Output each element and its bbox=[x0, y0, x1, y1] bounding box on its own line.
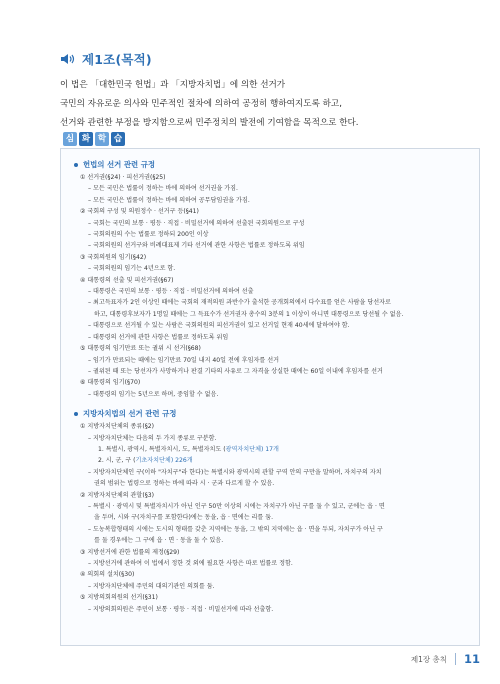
article-line-3: 선거와 관련한 부정을 방지함으로써 민주정치의 발전에 기여함을 목적으로 한다. bbox=[60, 118, 359, 128]
list-item: 권의 범위는 법령으로 정하는 바에 따라 시 · 군과 다르게 할 수 있음. bbox=[94, 480, 275, 488]
label-char: 학 bbox=[95, 132, 109, 146]
list-item: ④ 의회의 설치(§30) bbox=[80, 571, 135, 579]
highlight-term: 기초자치단체 bbox=[135, 457, 171, 465]
list-item: – 국회는 국민의 보통 · 평등 · 직접 · 비밀선거에 의하여 선출된 국회의원으로 구성 bbox=[88, 219, 305, 227]
label-char: 심 bbox=[63, 132, 77, 146]
list-item: – 최고득표자가 2인 이상인 때에는 국회의 재적의원 과반수가 출석한 공개회의에서 다수표를 얻은 사람을 당선자로 bbox=[88, 299, 391, 307]
list-item: – 지방의회의원은 주민이 보통 · 평등 · 직접 · 비밀선거에 따라 선출함. bbox=[88, 605, 274, 613]
article-line-1: 이 법은 「대한민국 헌법」과 「지방자치법」에 의한 선거가 bbox=[60, 80, 286, 90]
list-item: ⑤ 대통령의 임기만료 또는 궐위 시 선거(§68) bbox=[80, 345, 201, 353]
list-item: ④ 대통령의 선출 및 피선거권(§67) bbox=[80, 276, 174, 284]
list-item: 2. 시, 군, 구 (기초자치단체) 226개 bbox=[98, 457, 193, 465]
list-item: – 대통령은 국민의 보통 · 평등 · 직접 · 비밀선거에 의하여 선출 bbox=[88, 288, 254, 296]
list-item: – 대통령의 임기는 5년으로 하며, 중임할 수 없음. bbox=[88, 390, 219, 398]
list-item: ⑥ 대통령의 임기(§70) bbox=[80, 379, 141, 387]
page-number: 11 bbox=[463, 652, 480, 666]
list-item: – 임기가 만료되는 때에는 임기만료 70일 내지 40일 전에 후임자를 선거 bbox=[88, 356, 279, 364]
list-item: ① 선거권(§24) · 피선거권(§25) bbox=[80, 174, 166, 181]
list-item: – 지방자치단체는 다음의 두 가지 종류로 구분함. bbox=[88, 434, 217, 442]
speaker-icon bbox=[60, 52, 76, 66]
list-item: – 모든 국민은 법률이 정하는 바에 의하여 선거권을 가짐. bbox=[88, 185, 238, 193]
list-item: ③ 지방선거에 관한 법률의 제정(§29) bbox=[80, 548, 180, 556]
article-header bbox=[60, 50, 152, 68]
label-char: 습 bbox=[111, 132, 125, 146]
list-item: ② 국회의 구성 및 의원정수 · 선거구 등(§41) bbox=[80, 208, 199, 216]
deep-learning-label bbox=[63, 132, 125, 146]
chapter-label: 제1장 총칙 bbox=[410, 654, 447, 664]
label-char: 화 bbox=[79, 132, 93, 146]
list-item: – 대통령의 선거에 관한 사항은 법률로 정하도록 위임 bbox=[88, 333, 229, 341]
deep-learning-content bbox=[72, 155, 476, 615]
list-item: – 지방선거에 관하여 이 법에서 정한 것 외에 필요한 사항은 따로 법률로 정함. bbox=[88, 560, 293, 567]
list-item: – 궐위된 때 또는 당선자가 사망하거나 판결 기타의 사유로 그 자격을 상실한 때에는 60일 이내에 후임자를 선거 bbox=[88, 367, 383, 375]
list-item: – 국회의원의 선거구와 비례대표제 기타 선거에 관한 사항은 법률로 정하도록 위임 bbox=[88, 242, 305, 250]
bullet-icon bbox=[74, 412, 78, 416]
bullet-icon bbox=[74, 163, 78, 167]
list-item: 를 둘 경우에는 그 구에 읍 · 면 · 동을 둘 수 있음. bbox=[94, 537, 224, 545]
article-line-2: 국민의 자유로운 의사와 민주적인 절차에 의하여 공정히 행하여지도록 하고, bbox=[60, 99, 342, 109]
list-item: ③ 국회의원의 임기(§42) bbox=[80, 253, 147, 261]
section-title-constitution: 헌법의 선거 관련 규정 bbox=[72, 157, 476, 172]
article-text bbox=[60, 76, 480, 133]
list-item: 을 두며, 시와 구(자치구를 포함한다)에는 동을, 읍 · 면에는 리를 둠. bbox=[94, 514, 274, 522]
list-item: ① 지방자치단체의 종류(§2) bbox=[80, 423, 154, 431]
highlight-term: 광역자치단체 bbox=[225, 445, 261, 453]
list-item: – 대통령으로 선거될 수 있는 사람은 국회의원의 피선거권이 있고 선거일 현재 40세에 달하여야 함. bbox=[88, 322, 350, 330]
list-item: – 지방자치단체에 주민의 대의기관인 의회를 둠. bbox=[88, 582, 215, 590]
list-item: ⑤ 지방의회의원의 선거(§31) bbox=[80, 594, 158, 602]
section-title-local: 지방자치법의 선거 관련 규정 bbox=[72, 406, 476, 421]
divider bbox=[455, 653, 456, 665]
list-item: 1. 특별시, 광역시, 특별자치시, 도, 특별자치도 (광역자치단체) 17개 bbox=[98, 445, 279, 453]
list-item: ② 지방자치단체의 관할(§3) bbox=[80, 491, 154, 499]
list-item: – 국회의원의 수는 법률로 정하되 200인 이상 bbox=[88, 231, 209, 239]
list-item: – 특별시 · 광역시 및 특별자치시가 아닌 인구 50만 이상의 시에는 자치구가 아닌 구를 둘 수 있고, 군에는 읍 · 면 bbox=[88, 502, 385, 510]
list-item: – 국회의원의 임기는 4년으로 함. bbox=[88, 265, 176, 273]
list-item: 하고, 대통령후보자가 1명일 때에는 그 득표수가 선거권자 총수의 3분의 1 이상이 아니면 대통령으로 당선될 수 없음. bbox=[94, 310, 404, 318]
list-item: – 도농복합형태의 시에는 도시의 형태를 갖춘 지역에는 동을, 그 밖의 지역에는 읍 · 면을 두되, 자치구가 아닌 구 bbox=[88, 525, 383, 533]
article-title: 제1조(목적) bbox=[82, 52, 152, 67]
list-item: – 모든 국민은 법률이 정하는 바에 의하여 공무담임권을 가짐. bbox=[88, 196, 250, 204]
page-footer bbox=[411, 652, 480, 666]
list-item: – 지방자치단체인 구(이하 "자치구"라 한다)는 특별시와 광역시의 관할 구역 안의 구만을 말하며, 자치구의 자치 bbox=[88, 468, 382, 476]
